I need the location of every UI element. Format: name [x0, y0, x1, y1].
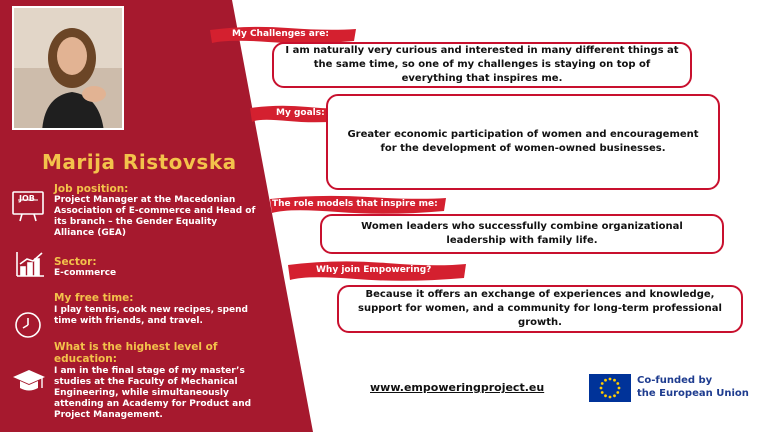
free-time-text: I play tennis, cook new recipes, spend time with friends, and travel.: [54, 305, 248, 326]
why-join-text: Because it offers an exchange of experiences and knowledge, support for women, and a community for long-term professional growth.: [358, 289, 722, 328]
growth-chart-icon: [14, 250, 46, 282]
challenges-box: [272, 42, 692, 88]
role-models-text: Women leaders who successfully combine organizational leadership with family life.: [361, 221, 683, 246]
profile-name: Marija Ristovska: [42, 150, 237, 174]
role-models-label: The role models that inspire me:: [272, 199, 438, 209]
education-text: I am in the final stage of my master’s studies at the Faculty of Mechanical Engineering, while simultaneously attending an Academy for Product and Project Management.: [54, 366, 252, 420]
job-icon-text: JOB: [19, 194, 35, 203]
education-title: What is the highest level of education:: [54, 341, 218, 365]
clock-icon: [14, 311, 42, 343]
sector-title: Sector:: [54, 256, 97, 268]
eu-cofunded-text: [637, 374, 749, 400]
graduation-cap-icon: [12, 368, 46, 398]
goals-label: My goals:: [276, 108, 325, 118]
eu-line-2: the European Union: [637, 388, 749, 399]
goals-text: Greater economic participation of women and encouragement for the development of women-owned businesses.: [347, 129, 699, 154]
free-time-title: My free time:: [54, 292, 134, 304]
eu-line-1: Co-funded by: [637, 375, 713, 386]
sector-text: E-commerce: [54, 268, 117, 278]
role-models-box: [320, 214, 724, 254]
job-position-text: Project Manager at the Macedonian Association of E-commerce and Head of its branch – the Gender Equality Alliance (GEA): [54, 195, 256, 238]
job-board-icon: [10, 188, 46, 228]
website-link[interactable]: www.empoweringproject.eu: [370, 381, 545, 394]
why-join-box: [337, 285, 743, 333]
profile-photo: [12, 6, 124, 130]
why-join-label: Why join Empowering?: [316, 265, 432, 275]
goals-box: [326, 94, 720, 190]
challenges-label: My Challenges are:: [232, 29, 329, 39]
job-position-title: Job position:: [54, 183, 129, 195]
eu-flag-icon: [589, 374, 631, 402]
challenges-text: I am naturally very curious and interested in many different things at the same time, so one of my challenges is staying on top of everything that inspires me.: [285, 45, 679, 84]
